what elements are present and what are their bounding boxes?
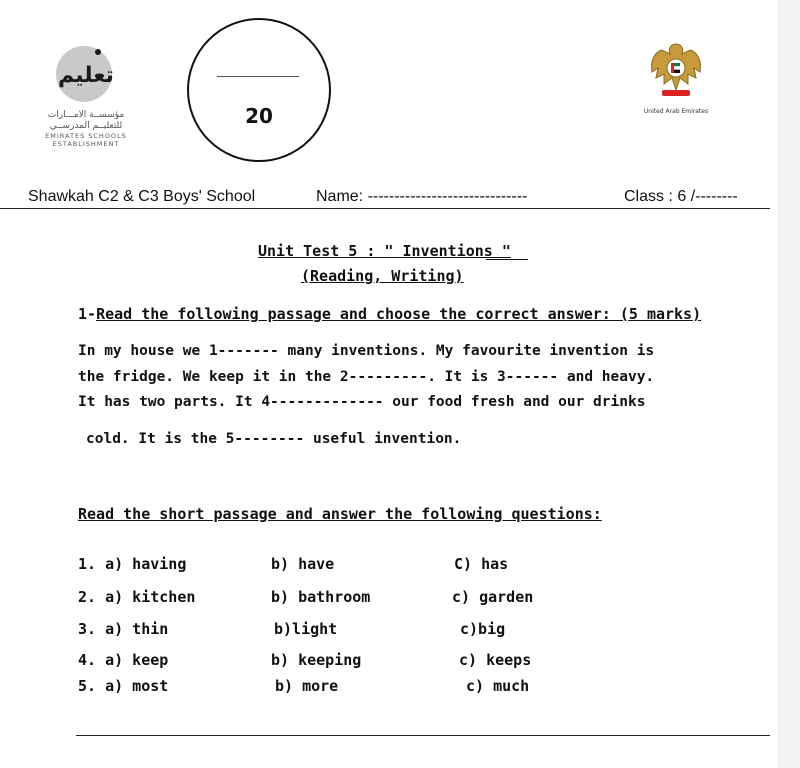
option-3c: c)big — [460, 620, 506, 638]
score-total: 20 — [245, 104, 273, 128]
option-3b: b)light — [274, 620, 338, 638]
name-field-label: Name: ------------------------------ — [316, 188, 528, 205]
uae-emblem — [636, 38, 716, 115]
class-field-label: Class : 6 /-------- — [624, 188, 738, 205]
logo-english-line2: ESTABLISHMENT — [52, 140, 120, 148]
school-name: Shawkah C2 & C3 Boys' School — [28, 188, 256, 205]
option-5c: c) much — [466, 677, 530, 695]
option-1a: 1. a) having — [78, 555, 187, 573]
passage-line-2: the fridge. We keep it in the 2---------. It is 3------ and heavy. — [78, 369, 655, 385]
question1-instruction: Read the following passage and choose the correct answer: (5 marks) — [96, 305, 702, 323]
logo-arabic-line1: مؤسســة الامـــارات — [47, 110, 125, 120]
question2-heading: Read the short passage and answer the following questions: — [78, 505, 602, 523]
test-title: Unit Test 5 : " Inventions " — [258, 242, 511, 260]
option-4c: c) keeps — [459, 651, 532, 669]
logo-english-line1: EMIRATES SCHOOLS — [45, 132, 127, 140]
score-blank-line — [217, 76, 299, 77]
option-3a: 3. a) thin — [78, 620, 169, 638]
emirates-schools-logo — [36, 40, 136, 148]
question1-number: 1- — [78, 305, 97, 323]
option-1b: b) have — [271, 555, 335, 573]
header-divider — [0, 208, 770, 209]
passage-line-1: In my house we 1------- many inventions. My favourite invention is — [78, 343, 655, 359]
option-4b: b) keeping — [271, 651, 362, 669]
option-2c: c) garden — [452, 588, 534, 606]
question1-heading — [78, 305, 701, 323]
option-2b: b) bathroom — [271, 588, 371, 606]
option-5a: 5. a) most — [78, 677, 169, 695]
test-subtitle: (Reading, Writing) — [301, 267, 464, 285]
emblem-caption: United Arab Emirates — [643, 108, 709, 115]
bottom-divider — [76, 735, 770, 736]
score-circle — [187, 18, 331, 162]
option-1c: C) has — [454, 555, 509, 573]
title-underline-extension — [486, 259, 528, 260]
option-4a: 4. a) keep — [78, 651, 169, 669]
svg-text:تعليم: تعليم — [58, 63, 114, 88]
passage-line-3: It has two parts. It 4------------- our food fresh and our drinks — [78, 394, 646, 410]
falcon-emblem-icon — [644, 38, 708, 102]
logo-mark-icon — [50, 40, 122, 104]
option-5b: b) more — [275, 677, 339, 695]
option-2a: 2. a) kitchen — [78, 588, 196, 606]
logo-arabic-line2: للتعليــم المدرســي — [49, 121, 123, 131]
passage-line-4: cold. It is the 5-------- useful invention. — [86, 431, 462, 447]
